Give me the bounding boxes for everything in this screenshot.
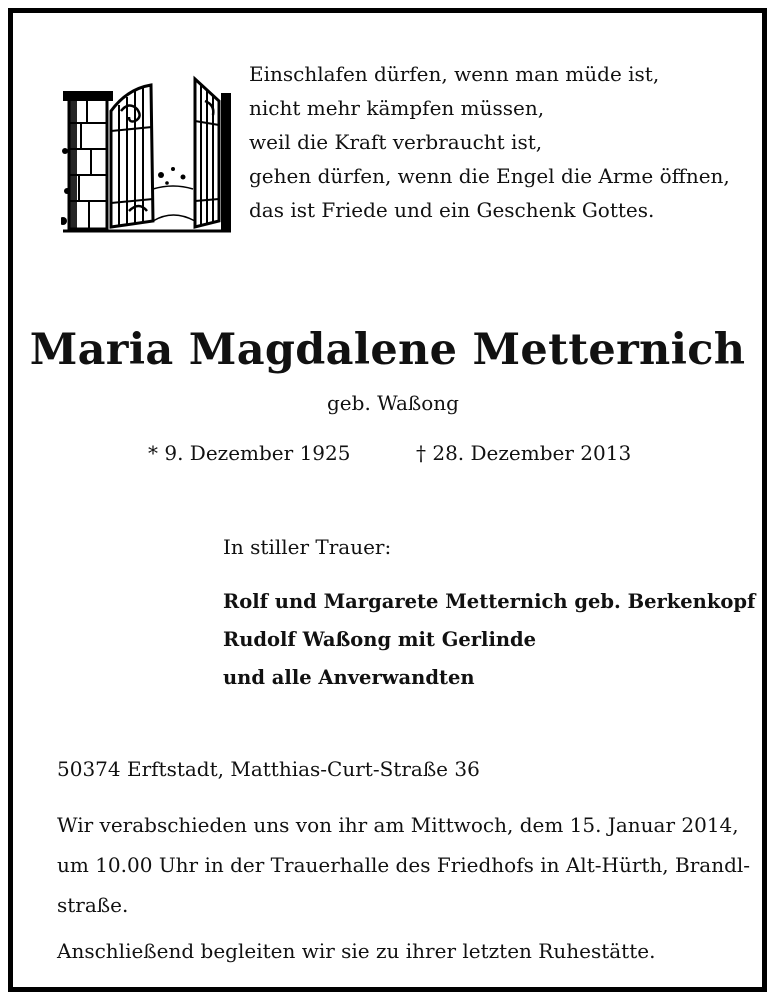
obituary-notice xyxy=(8,8,767,992)
mourner-line: Rolf und Margarete Metternich geb. Berkenkopf xyxy=(223,590,756,613)
farewell-line: um 10.00 Uhr in der Trauerhalle des Friedhofs in Alt-Hürth, Brandl- xyxy=(57,853,751,877)
poem-line: gehen dürfen, wenn die Engel die Arme öffnen, xyxy=(249,164,730,188)
mourner-line: und alle Anverwandten xyxy=(223,666,475,689)
burial-text: Anschließend begleiten wir sie zu ihrer letzten Ruhestätte. xyxy=(57,939,656,963)
farewell-line: Wir verabschieden uns von ihr am Mittwoch, dem 15. Januar 2014, xyxy=(57,813,739,837)
farewell-line: straße. xyxy=(57,893,129,917)
death-date: † 28. Dezember 2013 xyxy=(416,441,632,465)
open-gate-icon xyxy=(61,71,231,233)
birth-date: * 9. Dezember 1925 xyxy=(148,441,351,465)
address: 50374 Erftstadt, Matthias-Curt-Straße 36 xyxy=(57,757,480,781)
birth-name: geb. Waßong xyxy=(327,391,459,415)
mourning-label: In stiller Trauer: xyxy=(223,535,392,559)
deceased-name: Maria Magdalene Metternich xyxy=(29,325,746,375)
poem-line: Einschlafen dürfen, wenn man müde ist, xyxy=(249,62,660,86)
farewell-text xyxy=(57,805,750,925)
poem xyxy=(249,57,730,227)
poem-line: das ist Friede und ein Geschenk Gottes. xyxy=(249,198,655,222)
poem-line: nicht mehr kämpfen müssen, xyxy=(249,96,545,120)
poem-line: weil die Kraft verbraucht ist, xyxy=(249,130,543,154)
mourner-line: Rudolf Waßong mit Gerlinde xyxy=(223,628,537,651)
mourners-list xyxy=(223,583,755,697)
